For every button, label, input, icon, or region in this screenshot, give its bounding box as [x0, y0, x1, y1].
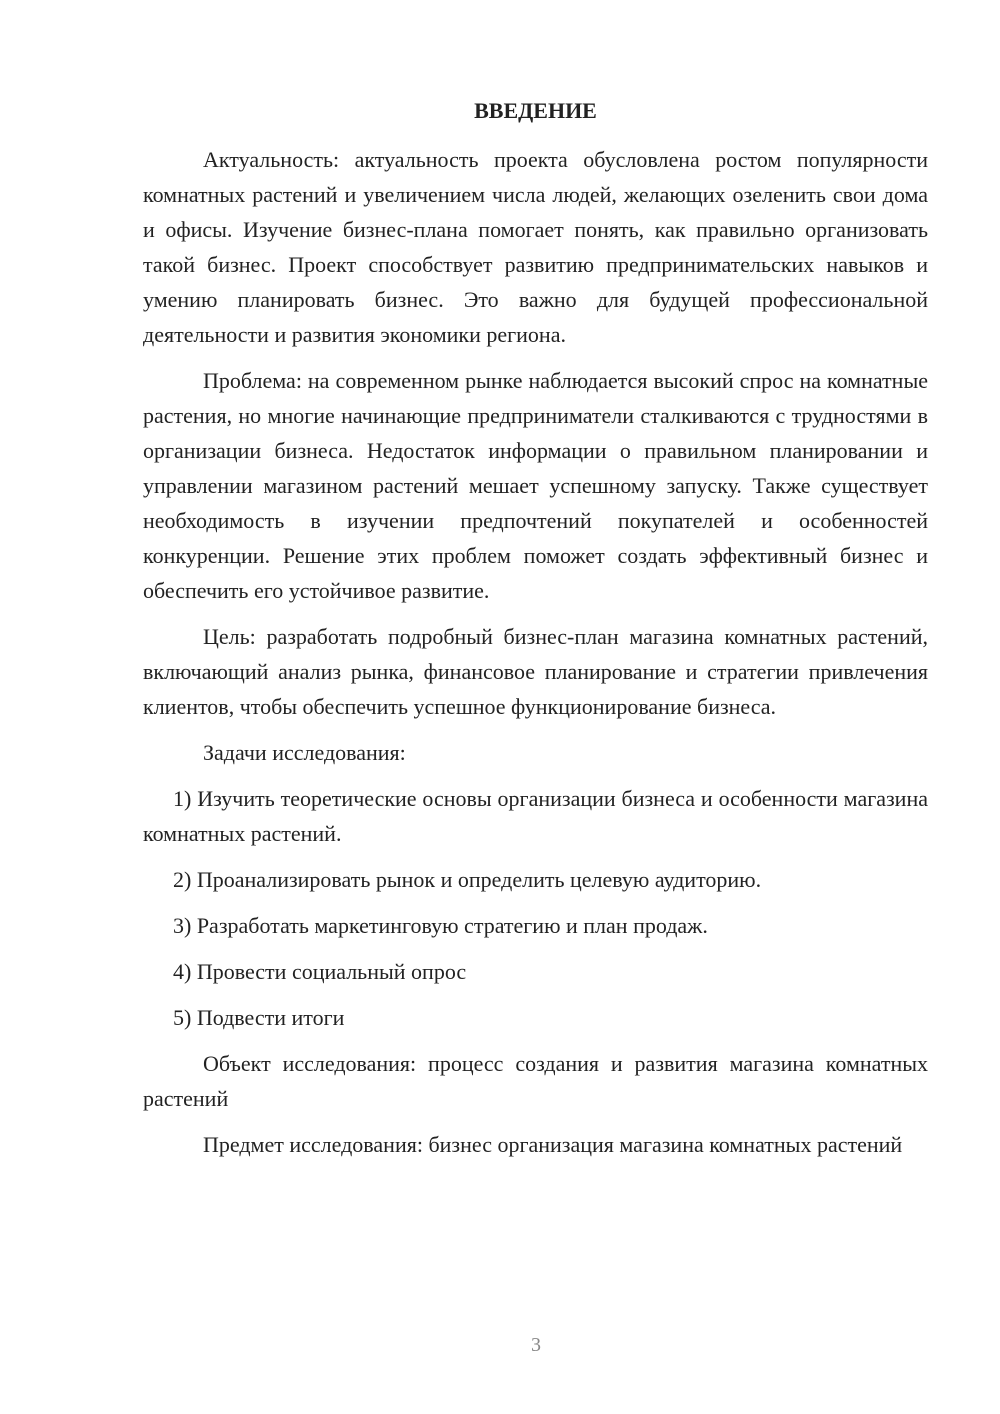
task-item: 3) Разработать маркетинговую стратегию и план продаж. [173, 913, 708, 938]
task-item: 5) Подвести итоги [173, 1005, 345, 1030]
task-item: 2) Проанализировать рынок и определить целевую аудиторию. [173, 867, 762, 892]
problem-paragraph: Проблема: на современном рынке наблюдается высокий спрос на комнатные растения, но многие начинающие предприниматели сталкиваются с трудностями в организации бизнеса. Недостаток информации о правильном планировании и управлении магазином растений мешает успешному запуску. Также существует необходимость в изучении предпочтений покупателей и особенностей конкуренции. Решение этих проблем поможет создать эффективный бизнес и обеспечить его устойчивое развитие. [143, 368, 928, 603]
task-item: 4) Провести социальный опрос [173, 959, 467, 984]
document-page [143, 96, 928, 1173]
task-item: 1) Изучить теоретические основы организации бизнеса и особенности магазина комнатных растений. [143, 786, 928, 846]
relevance-paragraph: Актуальность: актуальность проекта обусловлена ростом популярности комнатных растений и увеличением числа людей, желающих озеленить свои дома и офисы. Изучение бизнес-плана помогает понять, как правильно организовать такой бизнес. Проект способствует развитию предпринимательских навыков и умению планировать бизнес. Это важно для будущей профессиональной деятельности и развития экономики региона. [143, 147, 928, 347]
research-subject-paragraph: Предмет исследования: бизнес организация магазина комнатных растений [203, 1132, 903, 1157]
tasks-heading: Задачи исследования: [203, 740, 406, 765]
goal-paragraph: Цель: разработать подробный бизнес-план магазина комнатных растений, включающий анализ рынка, финансовое планирование и стратегии привлечения клиентов, чтобы обеспечить успешное функционирование бизнеса. [143, 624, 928, 719]
page-title: ВВЕДЕНИЕ [474, 98, 597, 123]
page-number: 3 [531, 1334, 541, 1356]
research-object-paragraph: Объект исследования: процесс создания и развития магазина комнатных растений [143, 1051, 928, 1111]
